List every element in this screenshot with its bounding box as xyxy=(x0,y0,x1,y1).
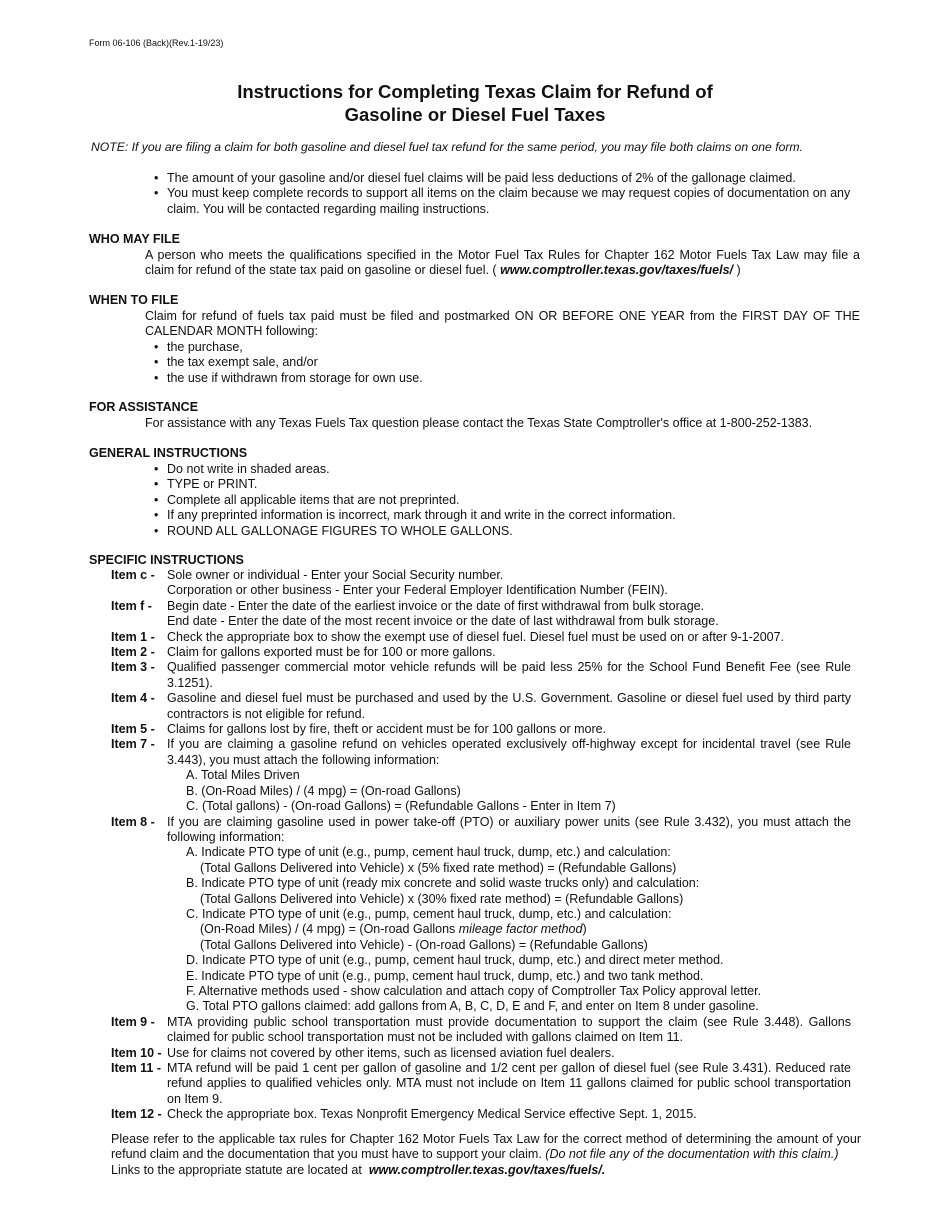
item-3: Item 3 - Qualified passenger commercial motor vehicle refunds will be paid less 25% for the School Fund Benefit Fee (see Rule 3.1251). xyxy=(111,660,851,690)
page-title xyxy=(0,80,950,126)
who-may-file-heading: WHO MAY FILE xyxy=(89,232,180,246)
item-7: Item 7 - If you are claiming a gasoline refund on vehicles operated exclusively off-highway except for incidental travel (see Rule 3.443), you must attach the following information: A. Total Miles Driven B. (On-Road Miles) / (4 mpg) = (On-road Gallons) C. (Total gallons) - (On-road Gallons) = (Refundable Gallons - Enter in Item 7) xyxy=(111,737,851,814)
intro-bullets xyxy=(154,171,854,217)
list-item: • the purchase, xyxy=(154,340,854,355)
form-number: Form 06-106 (Back)(Rev.1-19/23) xyxy=(89,38,224,48)
item-f: Item f - Begin date - Enter the date of the earliest invoice or the date of first withdrawal from bulk storage. End date - Enter the date of the most recent invoice or the date of last withdrawal from bulk storage. xyxy=(111,598,719,629)
list-item: • You must keep complete records to support all items on the claim because we may request copies of documentation on any claim. You will be contacted regarding mailing instructions. xyxy=(154,186,854,217)
item-9: Item 9 - MTA providing public school transportation must provide documentation to support the claim (see Rule 3.448). Gallons claimed for public school transportation must not be included with gallons claimed on Item 11. xyxy=(111,1014,851,1045)
when-to-file-text: Claim for refund of fuels tax paid must be filed and postmarked ON OR BEFORE ONE YEAR from the FIRST DAY OF THE CALENDAR MONTH following: xyxy=(145,309,860,339)
item-12: Item 12 - Check the appropriate box. Texas Nonprofit Emergency Medical Service effective Sept. 1, 2015. xyxy=(111,1107,697,1122)
item-c: Item c - Sole owner or individual - Enter your Social Security number. Corporation or other business - Enter your Federal Employer Identification Number (FEIN). xyxy=(111,568,668,598)
list-item: • Complete all applicable items that are not preprinted. xyxy=(154,493,854,508)
item-10: Item 10 - Use for claims not covered by other items, such as licensed aviation fuel dealers. xyxy=(111,1045,615,1060)
when-to-file-heading: WHEN TO FILE xyxy=(89,293,179,307)
closing-paragraph: Please refer to the applicable tax rules for Chapter 162 Motor Fuels Tax Law for the correct method of determining the amount of your refund claim and the documentation that you must have to support your claim. (Do not file any of the documentation with this claim.) Links to the appropriate statute are located at www.comptroller.texas.gov/taxes/fuels/. xyxy=(111,1132,861,1177)
item-8: Item 8 - If you are claiming gasoline used in power take-off (PTO) or auxiliary power units (see Rule 3.432), you must attach the following information: A. Indicate PTO type of unit (e.g., pump, cement haul truck, dump, etc.) and calculation: (Total Gallons Delivered into Vehicle) x (5% fixed rate method) = (Refundable Gallons) B. Indicate PTO type of unit (ready mix concrete and solid waste trucks only) and calculation: (Total Gallons Delivered into Vehicle) x (30% fixed rate method) = (Refundable Gallons) C. Indicate PTO type of unit (e.g., pump, cement haul truck, dump, etc.) and calculation: (On-Road Miles) / (4 mpg) = (On-road Gallons mileage factor method) (Total Gallons Delivered into Vehicle) - (On-road Gallons) = (Refundable Gallons) D. Indicate PTO type of unit (e.g., pump, cement haul truck, dump, etc.) and direct meter method. E. Indicate PTO type of unit (e.g., pump, cement haul truck, dump, etc.) and two tank method. F. Alternative methods used - show calculation and attach copy of Comptroller Tax Policy approval letter. G. Total PTO gallons claimed: add gallons from A, B, C, D, E and F, and enter on Item 8 under gasoline. xyxy=(111,814,851,1014)
list-item: • If any preprinted information is incorrect, mark through it and write in the correct information. xyxy=(154,508,854,523)
who-may-file-text: A person who meets the qualifications specified in the Motor Fuel Tax Rules for Chapter 162 Motor Fuels Tax Law may file a claim for refund of the state tax paid on gasoline or diesel fuel. ( www.comptroller.texas.gov/taxes/fuels/ ) xyxy=(145,248,860,278)
specific-items xyxy=(111,568,851,1123)
fuels-url-link[interactable]: www.comptroller.texas.gov/taxes/fuels/ xyxy=(500,263,734,278)
list-item: • the tax exempt sale, and/or xyxy=(154,355,854,370)
specific-instructions-heading: SPECIFIC INSTRUCTIONS xyxy=(89,553,244,567)
title-line-2: Gasoline or Diesel Fuel Taxes xyxy=(344,104,606,125)
list-item: • The amount of your gasoline and/or diesel fuel claims will be paid less deductions of 2% of the gallonage claimed. xyxy=(154,171,854,186)
item-11: Item 11 - MTA refund will be paid 1 cent per gallon of gasoline and 1/2 cent per gallon of diesel fuel (see Rule 3.431). Reduced rate refund applies to qualified vehicles only. MTA must not include on Item 11 gallons claimed for public school transportation on Item 9. xyxy=(111,1061,851,1106)
note: NOTE: If you are filing a claim for both gasoline and diesel fuel tax refund for the same period, you may file both claims on one form. xyxy=(91,140,803,154)
general-instructions-heading: GENERAL INSTRUCTIONS xyxy=(89,446,248,460)
when-to-file-bullets xyxy=(154,340,854,386)
item-1: Item 1 - Check the appropriate box to show the exempt use of diesel fuel. Diesel fuel must be used on or after 9-1-2007. xyxy=(111,629,785,644)
item-5: Item 5 - Claims for gallons lost by fire, theft or accident must be for 100 gallons or more. xyxy=(111,722,607,737)
item-4: Item 4 - Gasoline and diesel fuel must be purchased and used by the U.S. Government. Gasoline or diesel fuel used by third party contractors is not eligible for refund. xyxy=(111,691,851,721)
general-instructions-bullets xyxy=(154,462,854,539)
list-item: • the use if withdrawn from storage for own use. xyxy=(154,371,854,386)
assistance-text: For assistance with any Texas Fuels Tax question please contact the Texas State Comptroller's office at 1-800-252-1383. xyxy=(145,416,813,430)
list-item: • Do not write in shaded areas. xyxy=(154,462,854,477)
item-2: Item 2 - Claim for gallons exported must be for 100 or more gallons. xyxy=(111,645,496,660)
list-item: • ROUND ALL GALLONAGE FIGURES TO WHOLE GALLONS. xyxy=(154,524,854,539)
list-item: • TYPE or PRINT. xyxy=(154,477,854,492)
title-line-1: Instructions for Completing Texas Claim for Refund of xyxy=(237,81,713,102)
assistance-heading: FOR ASSISTANCE xyxy=(89,400,199,414)
fuels-url-link-2[interactable]: www.comptroller.texas.gov/taxes/fuels/. xyxy=(368,1162,606,1177)
